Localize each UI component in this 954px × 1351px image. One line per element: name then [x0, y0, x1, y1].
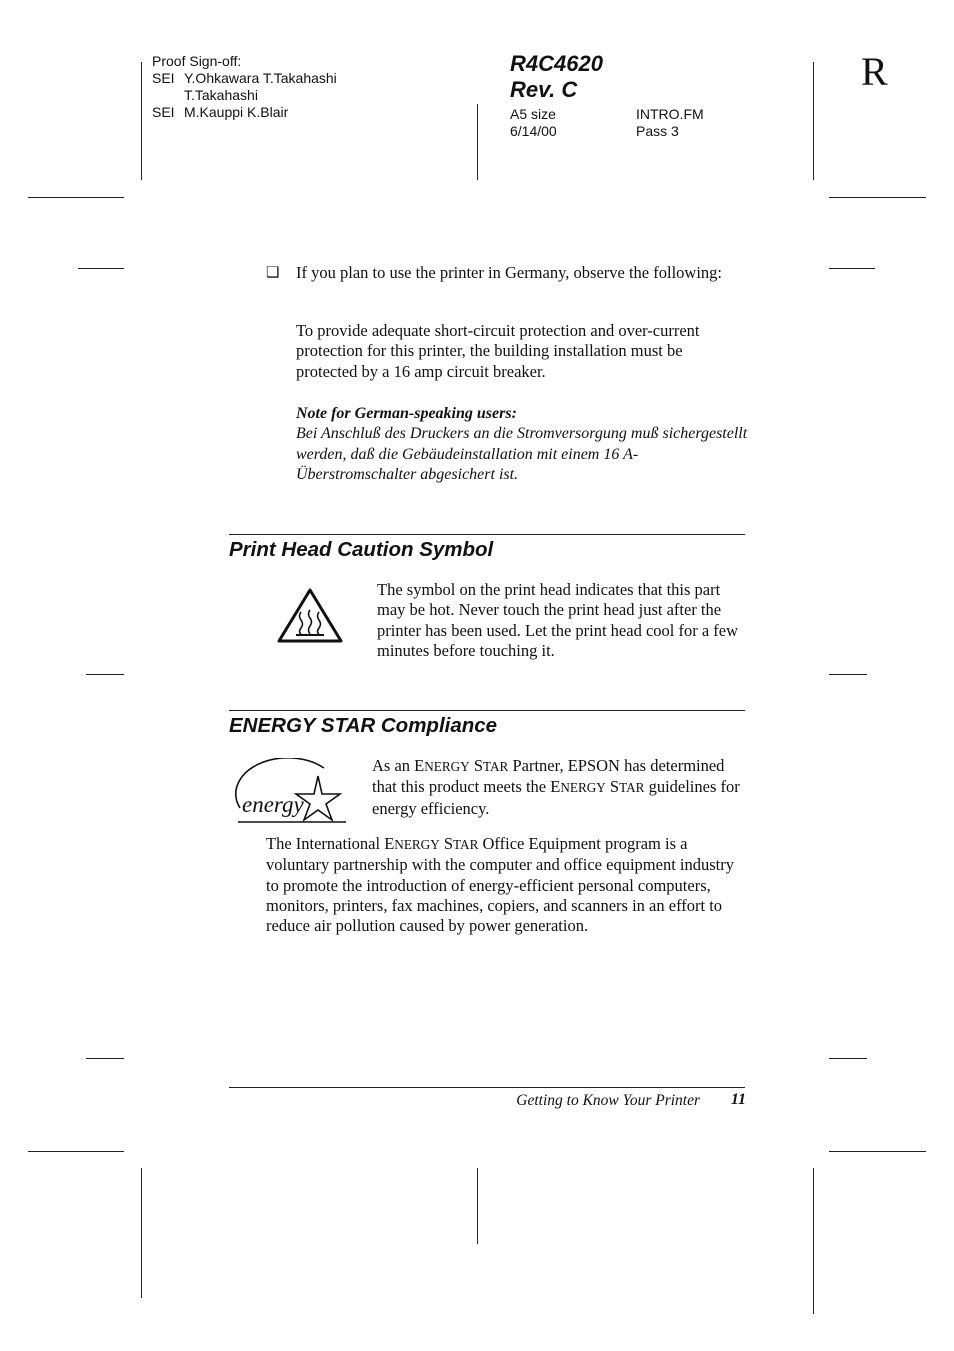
energy-star-cap: E [550, 777, 561, 797]
crop-mark [141, 62, 142, 180]
meta-row [510, 106, 730, 123]
signoff-org [152, 87, 184, 104]
pass-number: Pass 3 [636, 123, 679, 139]
crop-mark [141, 1168, 142, 1298]
revision: Rev. C [510, 77, 578, 102]
energy-star-heading: ENERGY STAR Compliance [229, 714, 498, 737]
model-block [510, 51, 730, 140]
page-size: A5 size [510, 106, 556, 122]
energy-program-text [266, 834, 746, 936]
signoff-names: Y.Ohkawara T.Takahashi [184, 70, 337, 86]
hot-surface-warning-icon [275, 586, 345, 644]
text-run: guidelines for energy efficiency. [372, 777, 740, 818]
energy-logo-word: energy [242, 792, 304, 817]
energy-star-cap: E [384, 834, 395, 853]
crop-mark [829, 674, 867, 675]
crop-mark [28, 1151, 124, 1152]
page-number: 11 [730, 1091, 746, 1108]
checkbox-bullet-icon: ❏ [266, 265, 280, 281]
energy-star-cap: S [443, 834, 454, 853]
signoff-row [152, 104, 472, 121]
section-rule [229, 534, 745, 535]
crop-mark [829, 268, 875, 269]
crop-mark [78, 268, 124, 269]
energy-star-smallcaps: TAR [619, 780, 645, 796]
crop-mark [86, 674, 124, 675]
crop-mark [813, 62, 814, 180]
crop-mark [477, 1168, 478, 1244]
crop-mark [477, 104, 478, 180]
text-run: The International [266, 834, 385, 853]
text-run: Partner, EPSON has determined that this product meets the [372, 756, 725, 797]
energy-star-smallcaps: NERGY [424, 759, 470, 774]
model-number: R4C4620 [510, 51, 603, 76]
energy-star-smallcaps: TAR [483, 759, 509, 774]
text-run: Office Equipment program is a voluntary partnership with the computer and office equipment industry to promote the introduction of energy-efficient personal computers, monitors, printers, fax machines, copiers, and scanners in an effort to reduce air pollution caused by power generation. [266, 834, 734, 936]
energy-star-cap: S [609, 777, 620, 797]
crop-mark [829, 197, 926, 198]
crop-mark [829, 1058, 867, 1059]
crop-mark [829, 1151, 926, 1152]
energy-star-smallcaps: NERGY [394, 837, 440, 852]
germany-bullet-text: If you plan to use the printer in Germany, observe the following: [296, 263, 722, 282]
protection-text: To provide adequate short-circuit protection and over-current protection for this printer, the building installation must be protected by a 16 amp circuit breaker. [296, 321, 700, 381]
note-title: Note for German-speaking users: [296, 405, 517, 422]
file-name: INTRO.FM [636, 106, 704, 122]
crop-mark [86, 1058, 124, 1059]
energy-star-logo-icon [234, 758, 350, 826]
signoff-row [152, 70, 472, 87]
footer-rule [229, 1087, 745, 1088]
signoff-org: SEI [152, 104, 175, 120]
text-run: As an [372, 756, 415, 775]
print-head-text: The symbol on the print head indicates that this part may be hot. Never touch the print head just after the printer has been used. Let the print head cool for a few minutes before touching it. [377, 580, 739, 660]
proof-date: 6/14/00 [510, 123, 557, 139]
energy-star-smallcaps: NERGY [560, 780, 606, 796]
energy-star-smallcaps: TAR [453, 837, 479, 852]
energy-partner-text [372, 756, 740, 819]
print-head-heading: Print Head Caution Symbol [229, 538, 494, 561]
signoff-names: T.Takahashi [184, 87, 258, 103]
crop-mark [813, 1168, 814, 1314]
signoff-row [152, 87, 472, 104]
proof-label: Proof Sign-off: [152, 53, 242, 69]
energy-star-cap: E [414, 756, 425, 775]
meta-row [510, 123, 730, 140]
corner-letter: R [861, 49, 888, 94]
note-text: Bei Anschluß des Druckers an die Stromversorgung muß sichergestellt werden, daß die Gebäudeinstallation mit einem 16 A-Überstromschalter abgesichert ist. [296, 425, 748, 483]
section-rule [229, 710, 745, 711]
signoff-names: M.Kauppi K.Blair [184, 104, 289, 120]
crop-mark [28, 197, 124, 198]
footer-chapter-title: Getting to Know Your Printer [516, 1092, 700, 1109]
signoff-org: SEI [152, 70, 175, 86]
energy-star-cap: S [473, 756, 484, 775]
proof-signoff-block [152, 53, 472, 121]
